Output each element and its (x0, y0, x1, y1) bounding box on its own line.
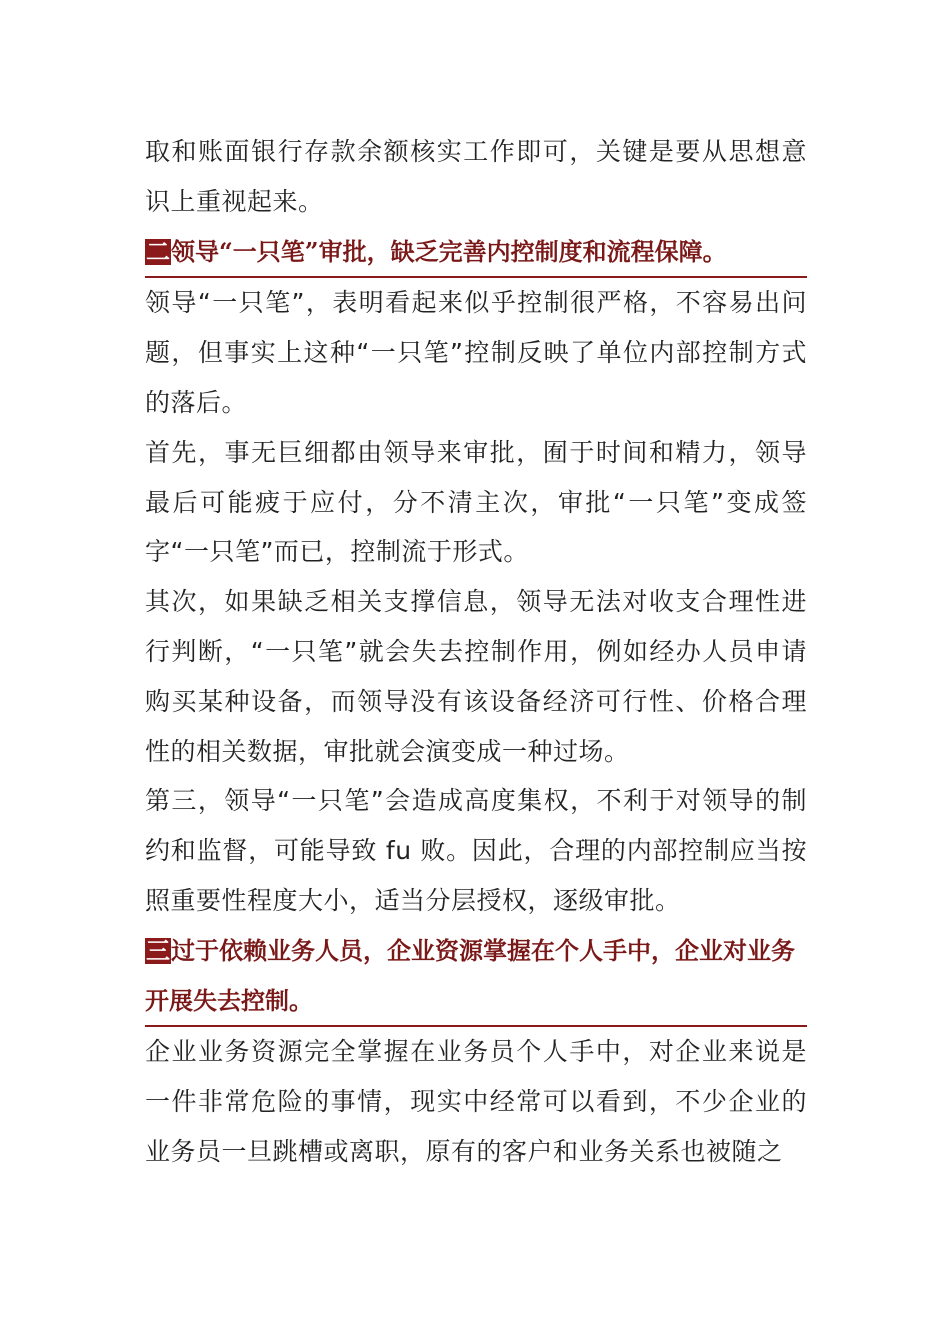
section-number-marker: 三 (146, 935, 170, 965)
section-heading-text: 领导“一只笔”审批，缺乏完善内控制度和流程保障。 (171, 236, 727, 266)
paragraph-first-point: 首先，事无巨细都由领导来审批，囿于时间和精力，领导最后可能疲于应付，分不清主次，审批“一只笔”变成签字“一只笔”而已，控制流于形式。 (145, 437, 807, 567)
section-number-marker: 二 (146, 236, 170, 266)
paragraph-one-pen-intro: 领导“一只笔”，表明看起来似乎控制很严格，不容易出问题，但事实上这种“一只笔”控制反映了单位内部控制方式的落后。 (145, 288, 807, 417)
section-heading-text: 过于依赖业务人员，企业资源掌握在个人手中，企业对业务开展失去控制。 (145, 935, 795, 1015)
paragraph-second-point: 其次，如果缺乏相关支撑信息，领导无法对收支合理性进行判断，“一只笔”就会失去控制作用，例如经办人员申请购买某种设备，而领导没有该设备经济可行性、价格合理性的相关数据，审批就会演变成一种过场。 (145, 587, 807, 766)
paragraph-third-point: 第三，领导“一只笔”会造成高度集权，不利于对领导的制约和监督，可能导致 fu 败。因此，合理的内部控制应当按照重要性程度大小，适当分层授权，逐级审批。 (145, 786, 807, 915)
document-page (145, 127, 807, 1177)
section-heading-two (145, 227, 807, 279)
section-heading-three (145, 926, 807, 1028)
paragraph-business-resources: 企业业务资源完全掌握在业务员个人手中，对企业来说是一件非常危险的事情，现实中经常可以看到，不少企业的业务员一旦跳槽或离职，原有的客户和业务关系也被随之 (145, 1037, 807, 1166)
paragraph-verification: 取和账面银行存款余额核实工作即可，关键是要从思想意识上重视起来。 (145, 137, 807, 216)
